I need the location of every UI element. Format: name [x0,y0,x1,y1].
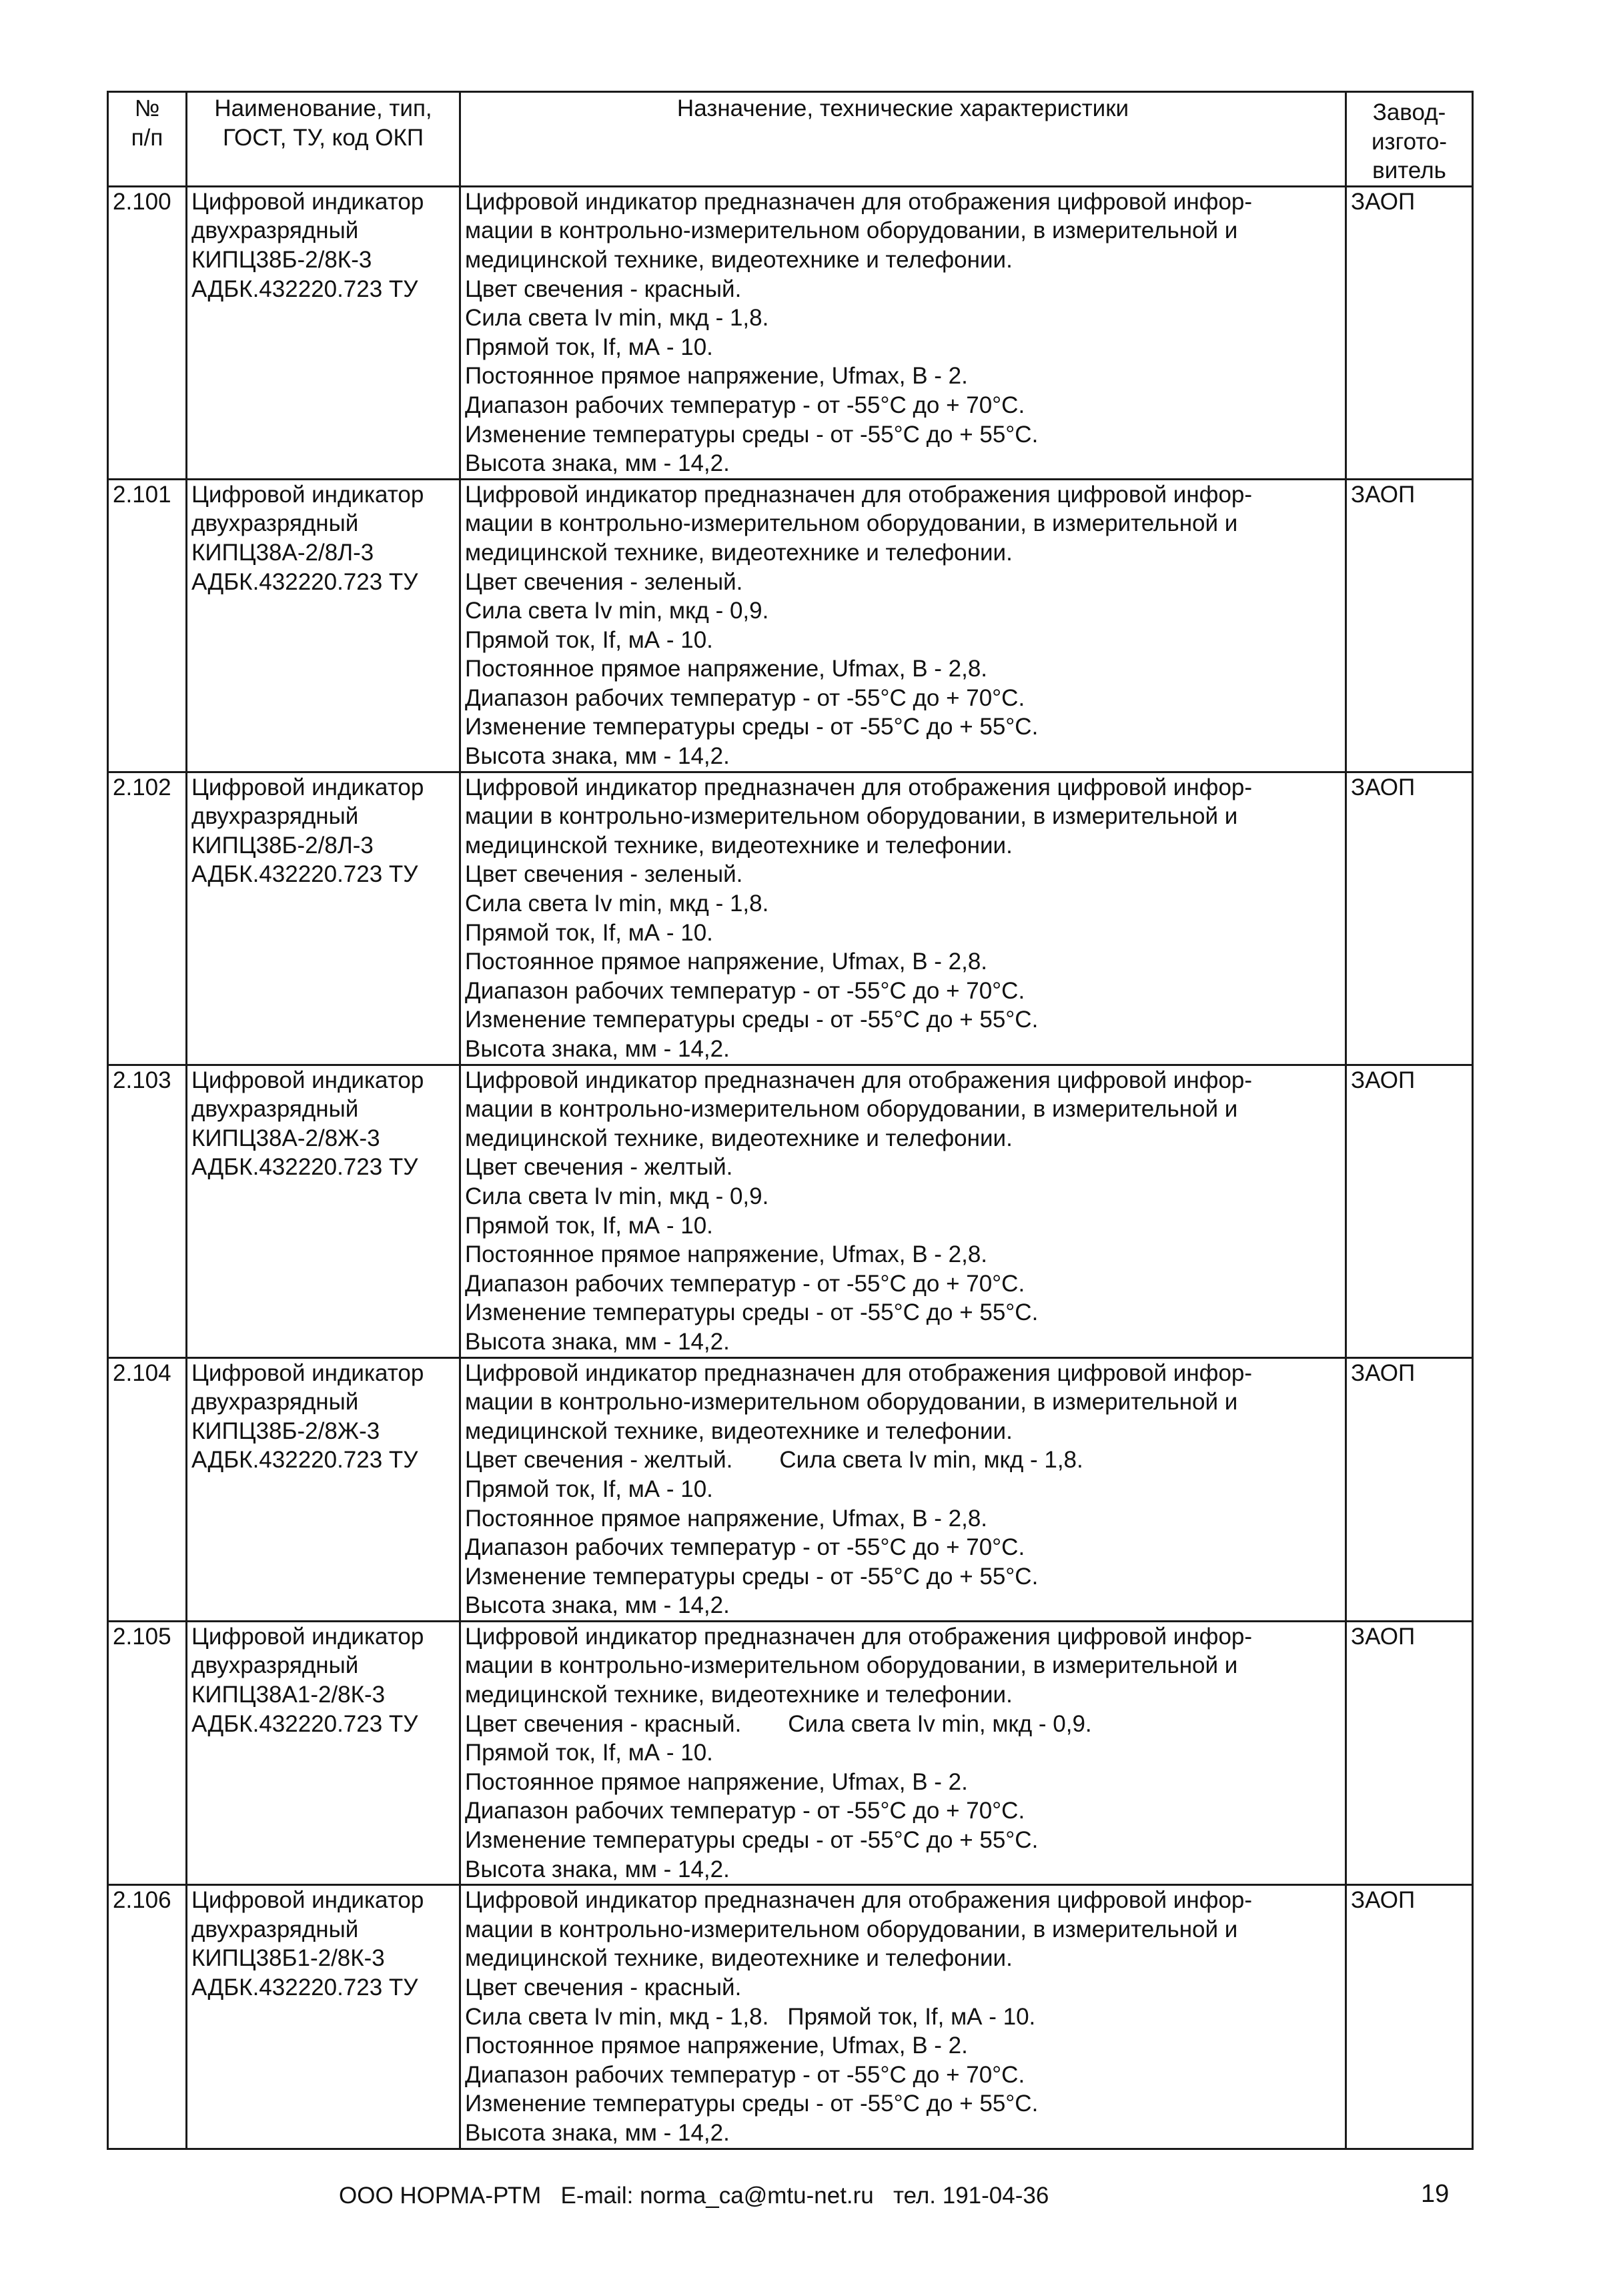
table-row [108,479,1473,772]
description-segment: Постоянное прямое напряжение, Ufmax, В - 2,8. [465,1241,988,1268]
header-man-line: Завод- [1372,99,1446,125]
row-name [187,186,460,479]
description-line [465,1124,1341,1153]
description-line [465,2061,1341,2090]
description-segment: Постоянное прямое напряжение, Ufmax, В - 2,8. [465,1505,988,1532]
header-desc [460,92,1346,187]
description-line [465,626,1341,655]
row-description [460,1621,1346,1884]
description-line [465,480,1341,510]
description-line [465,1504,1341,1534]
description-line [465,1417,1341,1446]
description-line [465,1533,1341,1562]
row-number: 2.101 [108,479,187,772]
description-segment: Прямой ток, If, мА - 10. [465,334,713,360]
description-segment: Цвет свечения - зеленый. [465,568,743,595]
description-line [465,1768,1341,1797]
name-line: АДБК.432220.723 ТУ [191,275,418,302]
description-line [465,2119,1341,2148]
description-segment: Прямой ток, If, мА - 10. [787,2003,1036,2030]
description-segment: Цифровой индикатор предназначен для отображения цифровой инфор- [465,1623,1253,1650]
description-line [465,1066,1341,1095]
description-segment: мации в контрольно-измерительном оборудовании, в измерительной и [465,217,1238,244]
name-line: КИПЦ38Б-2/8Ж-3 [191,1417,380,1444]
row-description [460,772,1346,1065]
description-line [465,1005,1341,1035]
header-num-line: п/п [131,124,163,151]
description-segment: Цвет свечения - желтый. [465,1447,733,1474]
description-segment: Прямой ток, If, мА - 10. [465,1740,713,1766]
name-line: КИПЦ38А-2/8Ж-3 [191,1125,380,1151]
name-line: двухразрядный [191,1389,359,1415]
description-line [465,802,1341,831]
description-segment: Изменение температуры среды - от -55°С до + 55°С. [465,1299,1039,1326]
table-row [108,1065,1473,1357]
description-line [465,947,1341,977]
description-segment: Сила света Iv min, мкд - 1,8. [465,2003,769,2030]
row-number: 2.105 [108,1621,187,1884]
description-line [465,1446,1341,1475]
header-manufacturer [1346,92,1473,187]
description-line [465,1182,1341,1211]
description-segment: Сила света Iv min, мкд - 0,9. [788,1710,1092,1737]
description-segment: медицинской технике, видеотехнике и телефонии. [465,539,1013,566]
description-segment: Диапазон рабочих температур - от -55°С до + 70°С. [465,392,1025,418]
description-line [465,568,1341,597]
description-segment: Изменение температуры среды - от -55°С до + 55°С. [465,1563,1039,1590]
description-segment: медицинской технике, видеотехнике и телефонии. [465,1682,1013,1708]
description-segment: Цифровой индикатор предназначен для отображения цифровой инфор- [465,1887,1253,1914]
name-line: АДБК.432220.723 ТУ [191,568,418,595]
description-line [465,831,1341,860]
name-line: АДБК.432220.723 ТУ [191,1974,418,2000]
name-line: КИПЦ38Б-2/8Л-3 [191,832,374,858]
description-segment: Высота знака, мм - 14,2. [465,1036,730,1062]
description-segment: Сила света Iv min, мкд - 1,8. [779,1447,1083,1474]
name-line: двухразрядный [191,1652,359,1679]
description-segment: Высота знака, мм - 14,2. [465,1856,730,1882]
row-manufacturer: ЗАОП [1346,772,1473,1065]
description-segment: Постоянное прямое напряжение, Ufmax, В - 2. [465,363,968,390]
table-row [108,772,1473,1065]
name-line: КИПЦ38Б1-2/8К-3 [191,1945,385,1972]
description-segment: Диапазон рабочих температур - от -55°С до + 70°С. [465,1798,1025,1824]
description-segment: Прямой ток, If, мА - 10. [465,919,713,946]
description-line [465,1269,1341,1299]
name-line: двухразрядный [191,217,359,244]
description-line [465,362,1341,391]
description-line [465,1240,1341,1269]
description-line [465,187,1341,217]
description-line [465,1973,1341,2002]
description-line [465,420,1341,450]
header-num-line: № [134,95,160,121]
header-name [187,92,460,187]
description-line [465,391,1341,420]
description-segment: Изменение температуры среды - от -55°С до + 55°С. [465,421,1039,448]
name-line: Цифровой индикатор [191,1359,424,1386]
table-row [108,1621,1473,1884]
description-line [465,275,1341,304]
description-segment: медицинской технике, видеотехнике и телефонии. [465,246,1013,273]
description-line [465,1035,1341,1064]
header-name-line: Наименование, тип, [214,95,432,121]
description-segment: Прямой ток, If, мА - 10. [465,626,713,653]
name-line: двухразрядный [191,1916,359,1942]
row-name [187,1065,460,1357]
description-line [465,1591,1341,1620]
description-line [465,712,1341,742]
description-segment: Цвет свечения - красный. [465,1974,742,2000]
description-segment: Прямой ток, If, мА - 10. [465,1212,713,1239]
description-segment: Прямой ток, If, мА - 10. [465,1476,713,1502]
name-line: КИПЦ38А-2/8Л-3 [191,539,374,566]
description-segment: Цвет свечения - зеленый. [465,861,743,888]
name-line: Цифровой индикатор [191,188,424,215]
row-number: 2.102 [108,772,187,1065]
description-line [465,1855,1341,1884]
header-num [108,92,187,187]
header-man-line: изгото- [1371,128,1448,155]
row-manufacturer: ЗАОП [1346,1065,1473,1357]
specification-table [107,91,1474,2150]
description-segment: Диапазон рабочих температур - от -55°С до + 70°С. [465,977,1025,1004]
footer-contacts: ООО НОРМА-РТМ E-mail: norma_ca@mtu-net.ru тел. 191-04-36 [339,2183,1049,2209]
name-line: двухразрядный [191,1096,359,1123]
description-segment: Постоянное прямое напряжение, Ufmax, В - 2. [465,2033,968,2059]
description-line [465,919,1341,948]
description-line [465,1562,1341,1592]
row-manufacturer: ЗАОП [1346,186,1473,479]
description-line [465,684,1341,713]
description-line [465,2031,1341,2061]
name-line: Цифровой индикатор [191,1067,424,1093]
header-name-line: ГОСТ, ТУ, код ОКП [222,124,424,151]
description-line [465,1095,1341,1124]
name-line: АДБК.432220.723 ТУ [191,861,418,888]
description-line [465,216,1341,245]
description-line [465,538,1341,568]
description-segment: Сила света Iv min, мкд - 0,9. [465,1183,769,1209]
row-name [187,772,460,1065]
description-line [465,245,1341,275]
name-line: Цифровой индикатор [191,774,424,800]
description-segment: Цифровой индикатор предназначен для отображения цифровой инфор- [465,188,1253,215]
row-name [187,479,460,772]
description-segment: Сила света Iv min, мкд - 1,8. [465,891,769,917]
description-segment: Цифровой индикатор предназначен для отображения цифровой инфор- [465,1067,1253,1093]
description-segment: мации в контрольно-измерительном оборудовании, в измерительной и [465,1389,1238,1415]
description-segment: мации в контрольно-измерительном оборудовании, в измерительной и [465,803,1238,830]
name-line: АДБК.432220.723 ТУ [191,1710,418,1737]
row-manufacturer: ЗАОП [1346,1621,1473,1884]
row-manufacturer: ЗАОП [1346,479,1473,772]
description-segment: Диапазон рабочих температур - от -55°С до + 70°С. [465,2061,1025,2088]
description-segment: Диапазон рабочих температур - от -55°С до + 70°С. [465,1270,1025,1297]
description-line [465,2089,1341,2119]
description-line [465,596,1341,626]
description-segment: медицинской технике, видеотехнике и телефонии. [465,832,1013,858]
row-name [187,1885,460,2149]
table-row [108,1357,1473,1621]
description-line [465,977,1341,1006]
description-segment: Сила света Iv min, мкд - 0,9. [465,598,769,624]
header-desc-line: Назначение, технические характеристики [676,95,1129,121]
table-row [108,1885,1473,2149]
description-segment: мации в контрольно-измерительном оборудовании, в измерительной и [465,1096,1238,1123]
description-segment: Постоянное прямое напряжение, Ufmax, В - 2. [465,1768,968,1795]
description-line [465,742,1341,771]
description-line [465,1796,1341,1826]
description-line [465,889,1341,919]
name-line: Цифровой индикатор [191,1887,424,1914]
description-segment: Цвет свечения - красный. [465,1710,742,1737]
description-segment: Постоянное прямое напряжение, Ufmax, В - 2,8. [465,656,988,682]
description-line [465,1359,1341,1388]
description-segment: Цифровой индикатор предназначен для отображения цифровой инфор- [465,481,1253,508]
header-man-line: витель [1372,157,1446,184]
description-segment: мации в контрольно-измерительном оборудовании, в измерительной и [465,1652,1238,1679]
description-segment: мации в контрольно-измерительном оборудовании, в измерительной и [465,1916,1238,1942]
row-manufacturer: ЗАОП [1346,1885,1473,2149]
description-line [465,1475,1341,1504]
description-segment: Высота знака, мм - 14,2. [465,1592,730,1619]
description-line [465,1211,1341,1241]
row-description [460,1357,1346,1621]
row-number: 2.106 [108,1885,187,2149]
table-header-row [108,92,1473,187]
name-line: двухразрядный [191,510,359,537]
description-segment: Высота знака, мм - 14,2. [465,1328,730,1355]
row-number: 2.104 [108,1357,187,1621]
description-segment: Диапазон рабочих температур - от -55°С до + 70°С. [465,1534,1025,1561]
description-segment: Цифровой индикатор предназначен для отображения цифровой инфор- [465,1359,1253,1386]
description-segment: Цифровой индикатор предназначен для отображения цифровой инфор- [465,774,1253,800]
row-description [460,479,1346,772]
description-line [465,304,1341,333]
name-line: Цифровой индикатор [191,481,424,508]
description-segment: медицинской технике, видеотехнике и телефонии. [465,1125,1013,1151]
description-line [465,773,1341,802]
row-number: 2.103 [108,1065,187,1357]
row-description [460,1885,1346,2149]
table-body [108,186,1473,2149]
description-segment: медицинской технике, видеотехнике и телефонии. [465,1417,1013,1444]
table-row [108,186,1473,479]
row-description [460,1065,1346,1357]
name-line: АДБК.432220.723 ТУ [191,1447,418,1474]
description-line [465,449,1341,478]
description-line [465,2002,1341,2032]
description-segment: Цвет свечения - желтый. [465,1154,733,1181]
name-line: КИПЦ38А1-2/8К-3 [191,1682,386,1708]
description-line [465,1680,1341,1710]
description-line [465,509,1341,538]
description-line [465,1298,1341,1327]
description-segment: Сила света Iv min, мкд - 1,8. [465,305,769,332]
description-segment: Высота знака, мм - 14,2. [465,450,730,477]
description-segment: мации в контрольно-измерительном оборудовании, в измерительной и [465,510,1238,537]
page-number: 19 [1421,2180,1450,2208]
description-segment: Диапазон рабочих температур - от -55°С до + 70°С. [465,684,1025,711]
description-segment: Цвет свечения - красный. [465,275,742,302]
description-segment: Изменение температуры среды - от -55°С до + 55°С. [465,2091,1039,2117]
description-line [465,1327,1341,1357]
name-line: КИПЦ38Б-2/8К-3 [191,246,372,273]
description-line [465,1710,1341,1739]
row-manufacturer: ЗАОП [1346,1357,1473,1621]
name-line: двухразрядный [191,803,359,830]
name-line: АДБК.432220.723 ТУ [191,1154,418,1181]
description-line [465,333,1341,362]
description-segment: Изменение температуры среды - от -55°С до + 55°С. [465,714,1039,740]
description-segment: Постоянное прямое напряжение, Ufmax, В - 2,8. [465,949,988,975]
description-segment: Изменение температуры среды - от -55°С до + 55°С. [465,1827,1039,1854]
description-line [465,1387,1341,1417]
description-line [465,1153,1341,1182]
row-number: 2.100 [108,186,187,479]
description-line [465,1826,1341,1855]
row-name [187,1357,460,1621]
description-segment: медицинской технике, видеотехнике и телефонии. [465,1945,1013,1972]
description-segment: Высота знака, мм - 14,2. [465,2119,730,2146]
description-line [465,1886,1341,1915]
description-line [465,1944,1341,1973]
description-line [465,654,1341,684]
row-description [460,186,1346,479]
description-segment: Высота знака, мм - 14,2. [465,743,730,770]
description-segment: Изменение температуры среды - от -55°С до + 55°С. [465,1007,1039,1033]
description-line [465,860,1341,889]
description-line [465,1651,1341,1680]
page-footer [0,2180,1611,2223]
description-line [465,1915,1341,1944]
description-line [465,1622,1341,1652]
description-line [465,1738,1341,1768]
row-name [187,1621,460,1884]
name-line: Цифровой индикатор [191,1623,424,1650]
